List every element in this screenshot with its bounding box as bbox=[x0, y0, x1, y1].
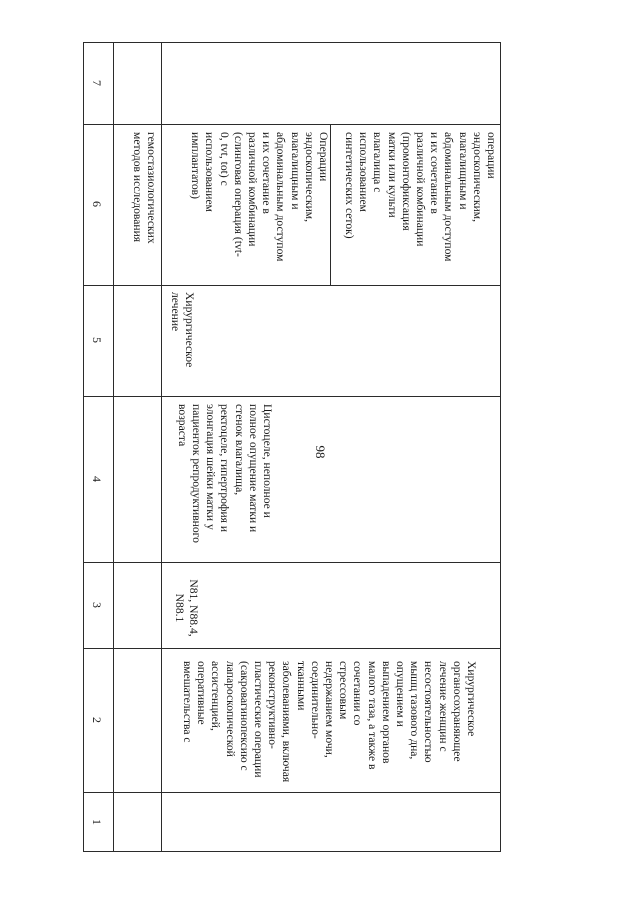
column-divider bbox=[83, 396, 501, 397]
cell-col6b: операции эндоскопическим, влагалищным и абдоминальным доступом и их сочетание в различной комбинации (промонтофиксация матки или культи влагалища с использованием синтетических сеток) bbox=[342, 132, 498, 262]
table-border-bottom bbox=[83, 851, 501, 852]
column-header-6: 6 bbox=[90, 201, 104, 207]
table-border-left bbox=[83, 42, 84, 851]
cell-col4: Цистоцеле, неполное и полное опущение матки и стенок влагалища, ректоцеле, гипертрофия и элонгация шейки матки у пациенток репродуктивного возраста bbox=[175, 404, 274, 543]
header-row-divider bbox=[113, 42, 114, 851]
row-divider bbox=[161, 42, 162, 851]
column-header-3: 3 bbox=[90, 602, 104, 608]
page-number: 98 bbox=[313, 445, 328, 459]
table-border-right bbox=[500, 42, 501, 851]
column-header-5: 5 bbox=[90, 337, 104, 343]
cell-col5: Хирургическое лечение bbox=[168, 292, 196, 368]
column-divider bbox=[83, 648, 501, 649]
cell-col6a: Операции эндоскопическим, влагалищным и абдоминальным доступом и их сочетание в различной комбинации (слинговая операция (tvt- 0, tvt, tot) с использованием имплантатов) bbox=[189, 132, 330, 262]
prev-row-col6: гемостазиологических методов исследования bbox=[130, 132, 158, 244]
cell-col3: N81, N88.4, N88.1 bbox=[172, 579, 200, 637]
column-header-2: 2 bbox=[90, 717, 104, 723]
table-border-top bbox=[83, 42, 501, 43]
cell-divider bbox=[330, 124, 331, 285]
column-header-7: 7 bbox=[90, 80, 104, 86]
column-header-1: 1 bbox=[90, 819, 104, 825]
cell-col2: Хирургическое органосохраняющее лечение женщин с несостоятельностью мышц тазового дна, опущением и выпадением органов малого таза, а также в сочетании со стрессовым недержанием мочи, соединительно- тканными заболеваниями, включая реконструктивно- пластические операции (сакровагинопексию с лапароскопической ассистенцией, оперативные вмешательства с bbox=[180, 661, 478, 783]
column-divider bbox=[83, 124, 501, 125]
column-header-4: 4 bbox=[90, 476, 104, 482]
column-divider bbox=[83, 562, 501, 563]
